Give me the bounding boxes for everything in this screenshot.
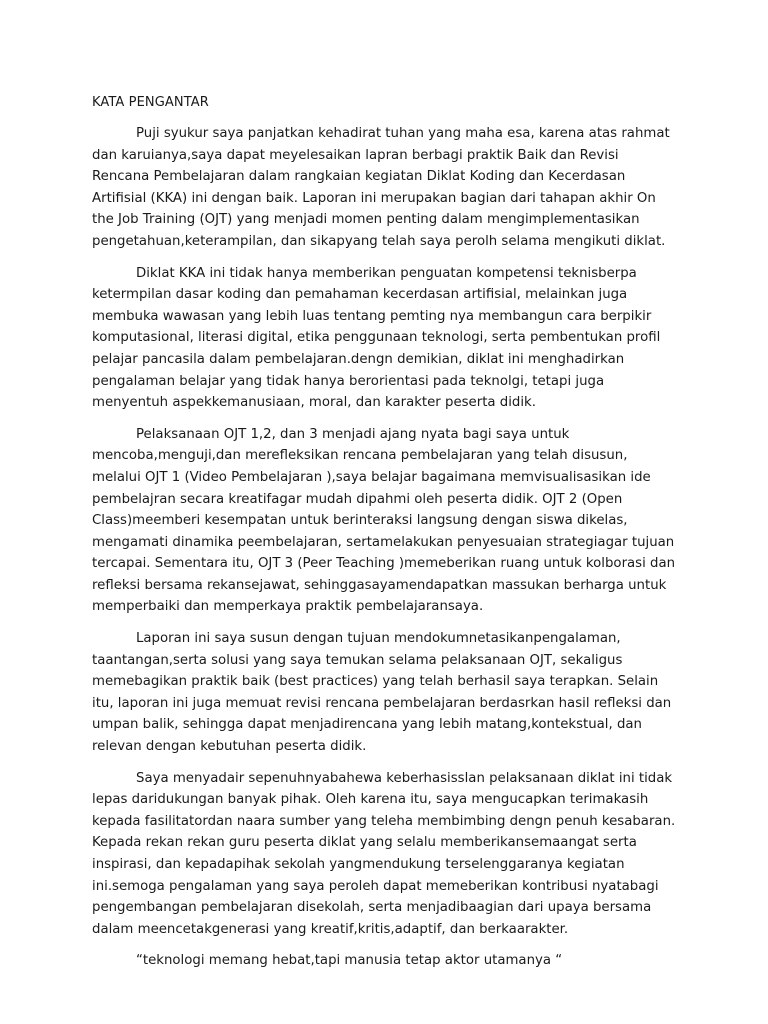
paragraph-5: Saya menyadair sepenuhnyabahewa keberhasisslan pelaksanaan diklat ini tidak lepas daridukungan banyak pihak. Oleh karena itu, saya mengucapkan terimakasih kepada fasilitatordan naara sumber yang teleha membimbing dengn penuh kesabaran. Kepada rekan rekan guru peserta diklat yang selalu memberikansemaangat serta inspirasi, dan kepadapihak sekolah yangmendukung terselenggaranya kegiatan ini.semoga pengalaman yang saya peroleh dapat memeberikan kontribusi nyatabagi pengembangan pembelajaran disekolah, serta menjadibaagian dari upaya bersama dalam meencetakgenerasi yang kreatif,kritis,adaptif, dan berkaarakter. [92, 770, 676, 937]
document-heading: KATA PENGANTAR [92, 95, 209, 110]
paragraph-3: Pelaksanaan OJT 1,2, dan 3 menjadi ajang nyata bagi saya untuk mencoba,menguji,dan merefleksikan rencana pembelajaran yang telah disusun, melalui OJT 1 (Video Pembelajaran ),saya belajar bagaimana memvisualisasikan ide pembelajran secara kreatifagar mudah dipahmi oleh peserta didik. OJT 2 (Open Class)meemberi kesempatan untuk berinteraksi langsung dengan siswa dikelas, mengamati dinamika peembelajaran, sertamelakukan penyesuaian strategiagar tujuan tercapai. Sementara itu, OJT 3 (Peer Teaching )memeberikan ruang untuk kolborasi dan refleksi bersama rekansejawat, sehinggasayamendapatkan massukan berharga untuk memperbaiki dan memperkaya praktik pembelajaransaya. [92, 426, 676, 615]
paragraph-1: Puji syukur saya panjatkan kehadirat tuhan yang maha esa, karena atas rahmat dan karuianya,saya dapat meyelesaikan lapran berbagi praktik Baik dan Revisi Rencana Pembelajaran dalam rangkaian kegiatan Diklat Koding dan Kecerdasan Artifisial (KKA) ini dengan baik. Laporan ini merupakan bagian dari tahapan akhir On the Job Training (OJT) yang menjadi momen penting dalam mengimplementasikan pengetahuan,keterampilan, dan sikapyang telah saya perolh selama mengikuti diklat. [92, 126, 670, 249]
paragraph-4: Laporan ini saya susun dengan tujuan mendokumnetasikanpengalaman, taantangan,serta solusi yang saya temukan selama pelaksanaan OJT, sekaligus memebagikan praktik baik (best practices) yang telah berhasil saya terapkan. Selain itu, laporan ini juga memuat revisi rencana pembelajaran berdasrkan hasil refleksi dan umpan balik, sehingga dapat menjadirencana yang lebih matang,kontekstual, dan relevan dengan kebutuhan peserta didik. [92, 631, 672, 755]
paragraph-2: Diklat KKA ini tidak hanya memberikan penguatan kompetensi teknisberpa ketermpilan dasar koding dan pemahaman kecerdasan artifisial, melainkan juga membuka wawasan yang lebih luas tentang pemting nya membangun cara berpikir komputasional, literasi digital, etika penggunaan teknologi, serta pembentukan profil pelajar pancasila dalam pembelajaran.dengn demikian, diklat ini menghadirkan pengalaman belajar yang tidak hanya berorientasi pada teknolgi, tetapi juga menyentuh aspekkemanusiaan, moral, dan karakter peserta didik. [92, 265, 661, 411]
closing-quote: “teknologi memang hebat,tapi manusia tetap aktor utamanya “ [136, 953, 563, 969]
